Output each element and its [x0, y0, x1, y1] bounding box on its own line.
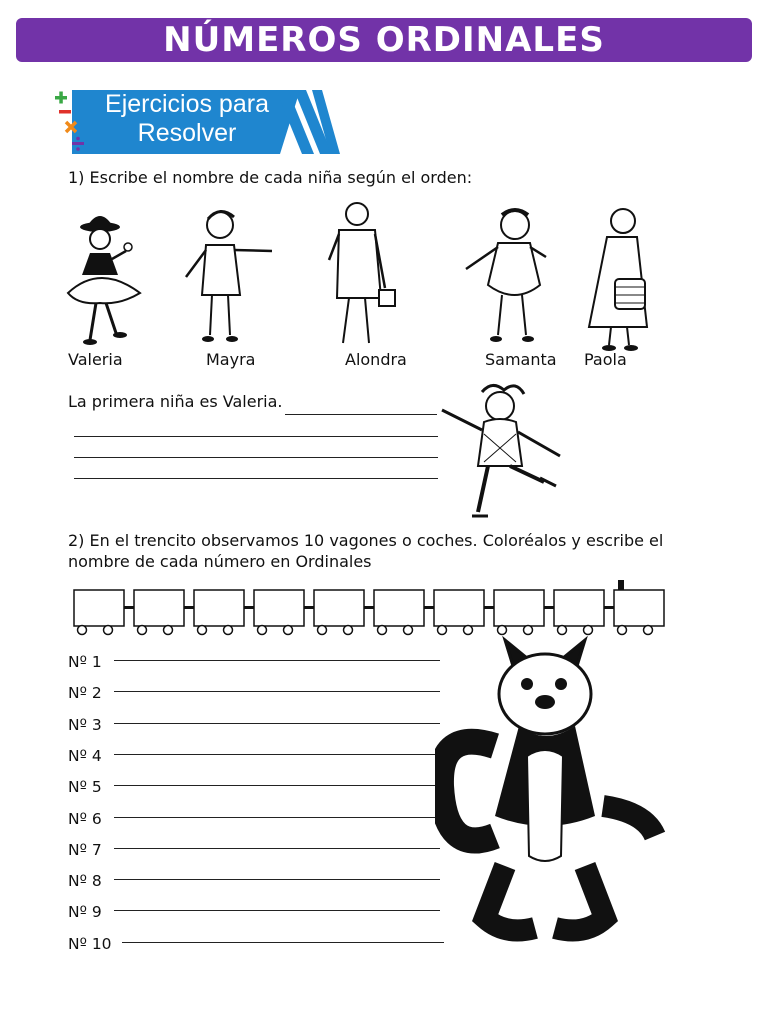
exercise1-prompt: 1) Escribe el nombre de cada niña según el orden:	[68, 168, 473, 187]
girl-name-5: Paola	[584, 350, 627, 369]
ordinal-answer-line[interactable]	[114, 723, 440, 724]
answer-line[interactable]	[285, 414, 437, 415]
girl-name-2: Mayra	[206, 350, 256, 369]
answer-line[interactable]	[74, 436, 438, 437]
train-wagon	[494, 590, 554, 635]
train-wagon	[434, 590, 494, 635]
ordinal-number-label: Nº 9	[68, 903, 102, 922]
ordinal-number-label: Nº 5	[68, 778, 102, 797]
train-wagon	[134, 590, 194, 635]
girl-name-3: Alondra	[345, 350, 407, 369]
page-title: NÚMEROS ORDINALES	[163, 20, 605, 60]
girl-figure-3	[325, 198, 405, 350]
exercise2-prompt-line1: 2) En el trencito observamos 10 vagones o coches. Coloréalos y escribe el	[68, 531, 664, 550]
train-wagon	[314, 590, 374, 635]
ordinal-number-label: Nº 8	[68, 872, 102, 891]
exercise2-prompt-line2: nombre de cada número en Ordinales	[68, 552, 372, 571]
ordinal-number-label: Nº 1	[68, 653, 102, 671]
ordinal-number-label: Nº 6	[68, 809, 102, 828]
ordinal-answer-line[interactable]	[114, 660, 440, 661]
ordinal-answer-line[interactable]	[114, 879, 440, 880]
ordinal-answer-line[interactable]	[114, 785, 440, 786]
ordinal-answer-line[interactable]	[114, 817, 440, 818]
answer-line[interactable]	[74, 457, 438, 458]
train-wagon	[194, 590, 254, 635]
ordinal-number-label: Nº 2	[68, 684, 102, 703]
girl-name-1: Valeria	[68, 350, 123, 369]
girl-figure-5	[585, 205, 655, 355]
train-wagon	[74, 590, 134, 635]
ordinal-answer-line[interactable]	[114, 754, 440, 755]
ordinal-answer-line[interactable]	[114, 691, 440, 692]
girl-figure-1	[60, 205, 150, 350]
train-engine	[614, 580, 664, 635]
jester-illustration	[432, 382, 572, 527]
plus-icon	[55, 92, 67, 104]
answer-line[interactable]	[74, 478, 438, 479]
minus-icon	[59, 110, 71, 114]
train-wagon	[374, 590, 434, 635]
ordinal-number-label: Nº 7	[68, 840, 102, 859]
girl-figure-4	[460, 205, 550, 350]
example-sentence: La primera niña es Valeria.	[68, 392, 283, 411]
badge-label: Ejercicios para Resolver	[105, 90, 269, 147]
train-wagon	[554, 590, 614, 635]
train-wagon	[254, 590, 314, 635]
ordinal-answer-line[interactable]	[114, 848, 440, 849]
ordinal-number-label: Nº 10	[68, 934, 112, 953]
ordinal-number-label: Nº 3	[68, 715, 102, 734]
ordinal-answer-line[interactable]	[122, 942, 444, 943]
ordinal-answer-line[interactable]	[114, 910, 440, 911]
title-banner	[16, 18, 752, 62]
ordinal-number-label: Nº 4	[68, 746, 102, 765]
girl-name-4: Samanta	[485, 350, 557, 369]
cat-illustration	[435, 636, 667, 946]
girl-figure-2	[180, 205, 280, 350]
